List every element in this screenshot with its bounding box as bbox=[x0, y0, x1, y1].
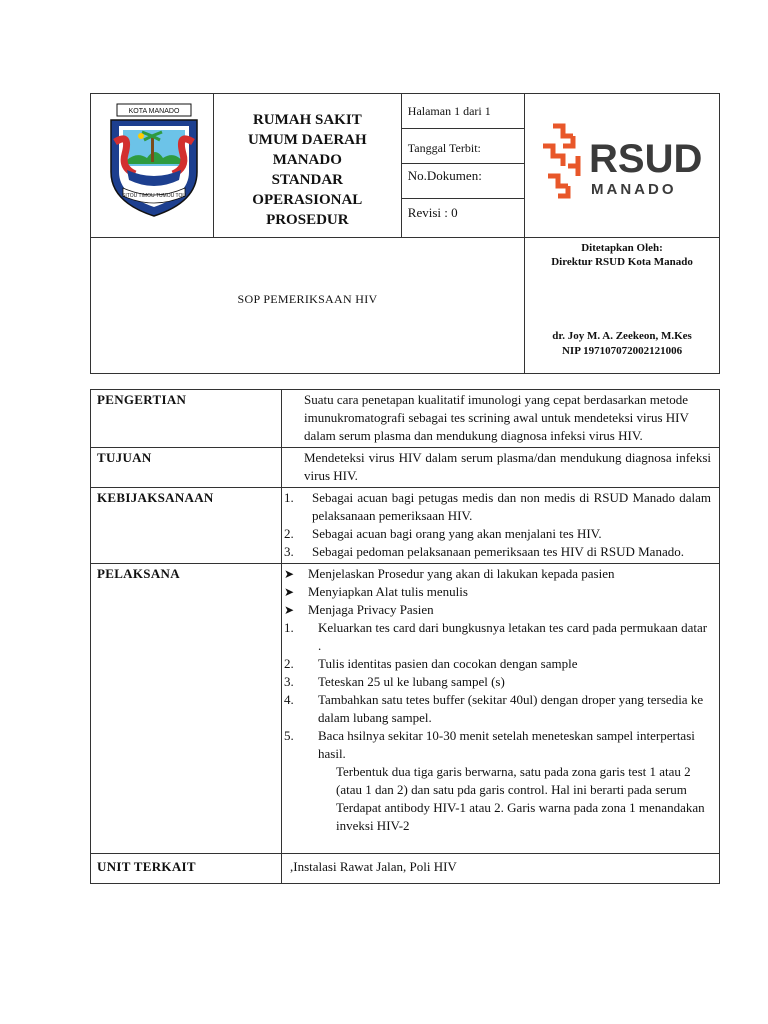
list-item: ➤ Menyiapkan Alat tulis menulis bbox=[284, 584, 468, 599]
table-row bbox=[91, 854, 720, 884]
list-item: 1. Sebagai acuan bagi petugas medis dan non medis di RSUD Manado dalam pelaksanaan pemeriksaan HIV. bbox=[284, 490, 711, 523]
list-item: 3. Sebagai pedoman pelaksanaan pemeriksaan tes HIV di RSUD Manado. bbox=[284, 544, 684, 559]
tujuan-text: Mendeteksi virus HIV dalam serum plasma/dan mendukung diagnosa infeksi virus HIV. bbox=[282, 448, 720, 488]
institution-cell bbox=[213, 94, 401, 238]
list-item: ➤ Menjaga Privacy Pasien bbox=[284, 602, 434, 617]
list-item: 2. Tulis identitas pasien dan cocokan dengan sample bbox=[284, 656, 578, 671]
list-item: 2. Sebagai acuan bagi orang yang akan menjalani tes HIV. bbox=[284, 526, 602, 541]
rsud-logo-subtext: MANADO bbox=[591, 181, 677, 198]
unit-terkait-text: ,Instalasi Rawat Jalan, Poli HIV bbox=[282, 854, 720, 884]
signer-name: dr. Joy M. A. Zeekeon, M.Kes bbox=[552, 330, 692, 342]
no-dokumen-label: No.Dokumen: bbox=[407, 168, 482, 183]
rsud-logo-cell bbox=[525, 94, 720, 238]
header-table bbox=[90, 93, 720, 374]
list-item: 4. Tambahkan satu tetes buffer (sekitar 40ul) dengan droper yang tersedia ke dalam lubang sampel. bbox=[284, 692, 704, 725]
list-item: 1. Keluarkan tes card dari bungkusnya letakan tes card pada permukaan datar . bbox=[284, 620, 708, 653]
unit-terkait-label: UNIT TERKAIT bbox=[91, 854, 282, 884]
table-row bbox=[91, 448, 720, 488]
pelaksana-label: PELAKSANA bbox=[91, 564, 282, 854]
arrow-bullet-icon: ➤ bbox=[284, 567, 295, 581]
arrow-bullet-icon: ➤ bbox=[284, 603, 295, 617]
rsud-manado-logo-icon bbox=[533, 108, 713, 218]
result-paragraph: Terbentuk dua tiga garis berwarna, satu pada zona garis test 1 atau 2 (atau 1 dan 2) dan satu pda garis control. Hal ini berarti pada serum bbox=[336, 764, 691, 797]
rsud-logo-text: RSUD bbox=[589, 137, 703, 181]
pengertian-text: Suatu cara penetapan kualitatif imunologi yang cepat berdasarkan metode imunukromatografi sebagai tes scrining awal untuk mendeteksi virus HIV dalam serum plasma dan mendukung diagnosa infeksi virus HIV. bbox=[282, 390, 720, 448]
logo-cell bbox=[91, 94, 214, 238]
list-item: 5. Baca hsilnya sekitar 10-30 menit setelah meneteskan sampel interpertasi hasil. bbox=[284, 728, 695, 761]
sop-content-table bbox=[90, 389, 720, 884]
signer-nip: NIP 197107072002121006 bbox=[561, 345, 683, 357]
list-item: ➤ Menjelaskan Prosedur yang akan di lakukan kepada pasien bbox=[284, 566, 615, 581]
sop-title: SOP PEMERIKSAAN HIV bbox=[237, 292, 378, 306]
tanggal-terbit-label: Tanggal Terbit: bbox=[407, 141, 481, 155]
kebijaksanaan-content bbox=[282, 488, 720, 564]
sop-title-cell bbox=[91, 238, 525, 374]
kebijaksanaan-label: KEBIJAKSANAAN bbox=[91, 488, 282, 564]
list-item: 3. Teteskan 25 ul ke lubang sampel (s) bbox=[284, 674, 505, 689]
shield-motto-text: SITOU TIMOU TUMOU TOU bbox=[122, 193, 186, 199]
pelaksana-content bbox=[282, 564, 720, 854]
table-row bbox=[91, 390, 720, 448]
approval-cell bbox=[525, 238, 720, 374]
institution-title: RUMAH SAKIT UMUM DAERAH MANADO STANDAR OPERASIONAL PROSEDUR bbox=[247, 112, 367, 228]
tujuan-label: TUJUAN bbox=[91, 448, 282, 488]
meta-cell bbox=[401, 94, 524, 238]
arrow-bullet-icon: ➤ bbox=[284, 585, 295, 599]
direktur-label: Direktur RSUD Kota Manado bbox=[551, 256, 693, 268]
table-row bbox=[91, 488, 720, 564]
pengertian-label: PENGERTIAN bbox=[91, 390, 282, 448]
table-row bbox=[91, 564, 720, 854]
result-paragraph: Terdapat antibody HIV-1 atau 2. Garis warna pada zona 1 menandakan inveksi HIV-2 bbox=[336, 800, 705, 833]
halaman-text: Halaman 1 dari 1 bbox=[407, 104, 491, 118]
ditetapkan-label: Ditetapkan Oleh: bbox=[581, 242, 663, 254]
shield-top-text: KOTA MANADO bbox=[128, 108, 180, 115]
revisi-label: Revisi : 0 bbox=[407, 205, 458, 220]
kota-manado-shield-icon bbox=[105, 102, 203, 220]
